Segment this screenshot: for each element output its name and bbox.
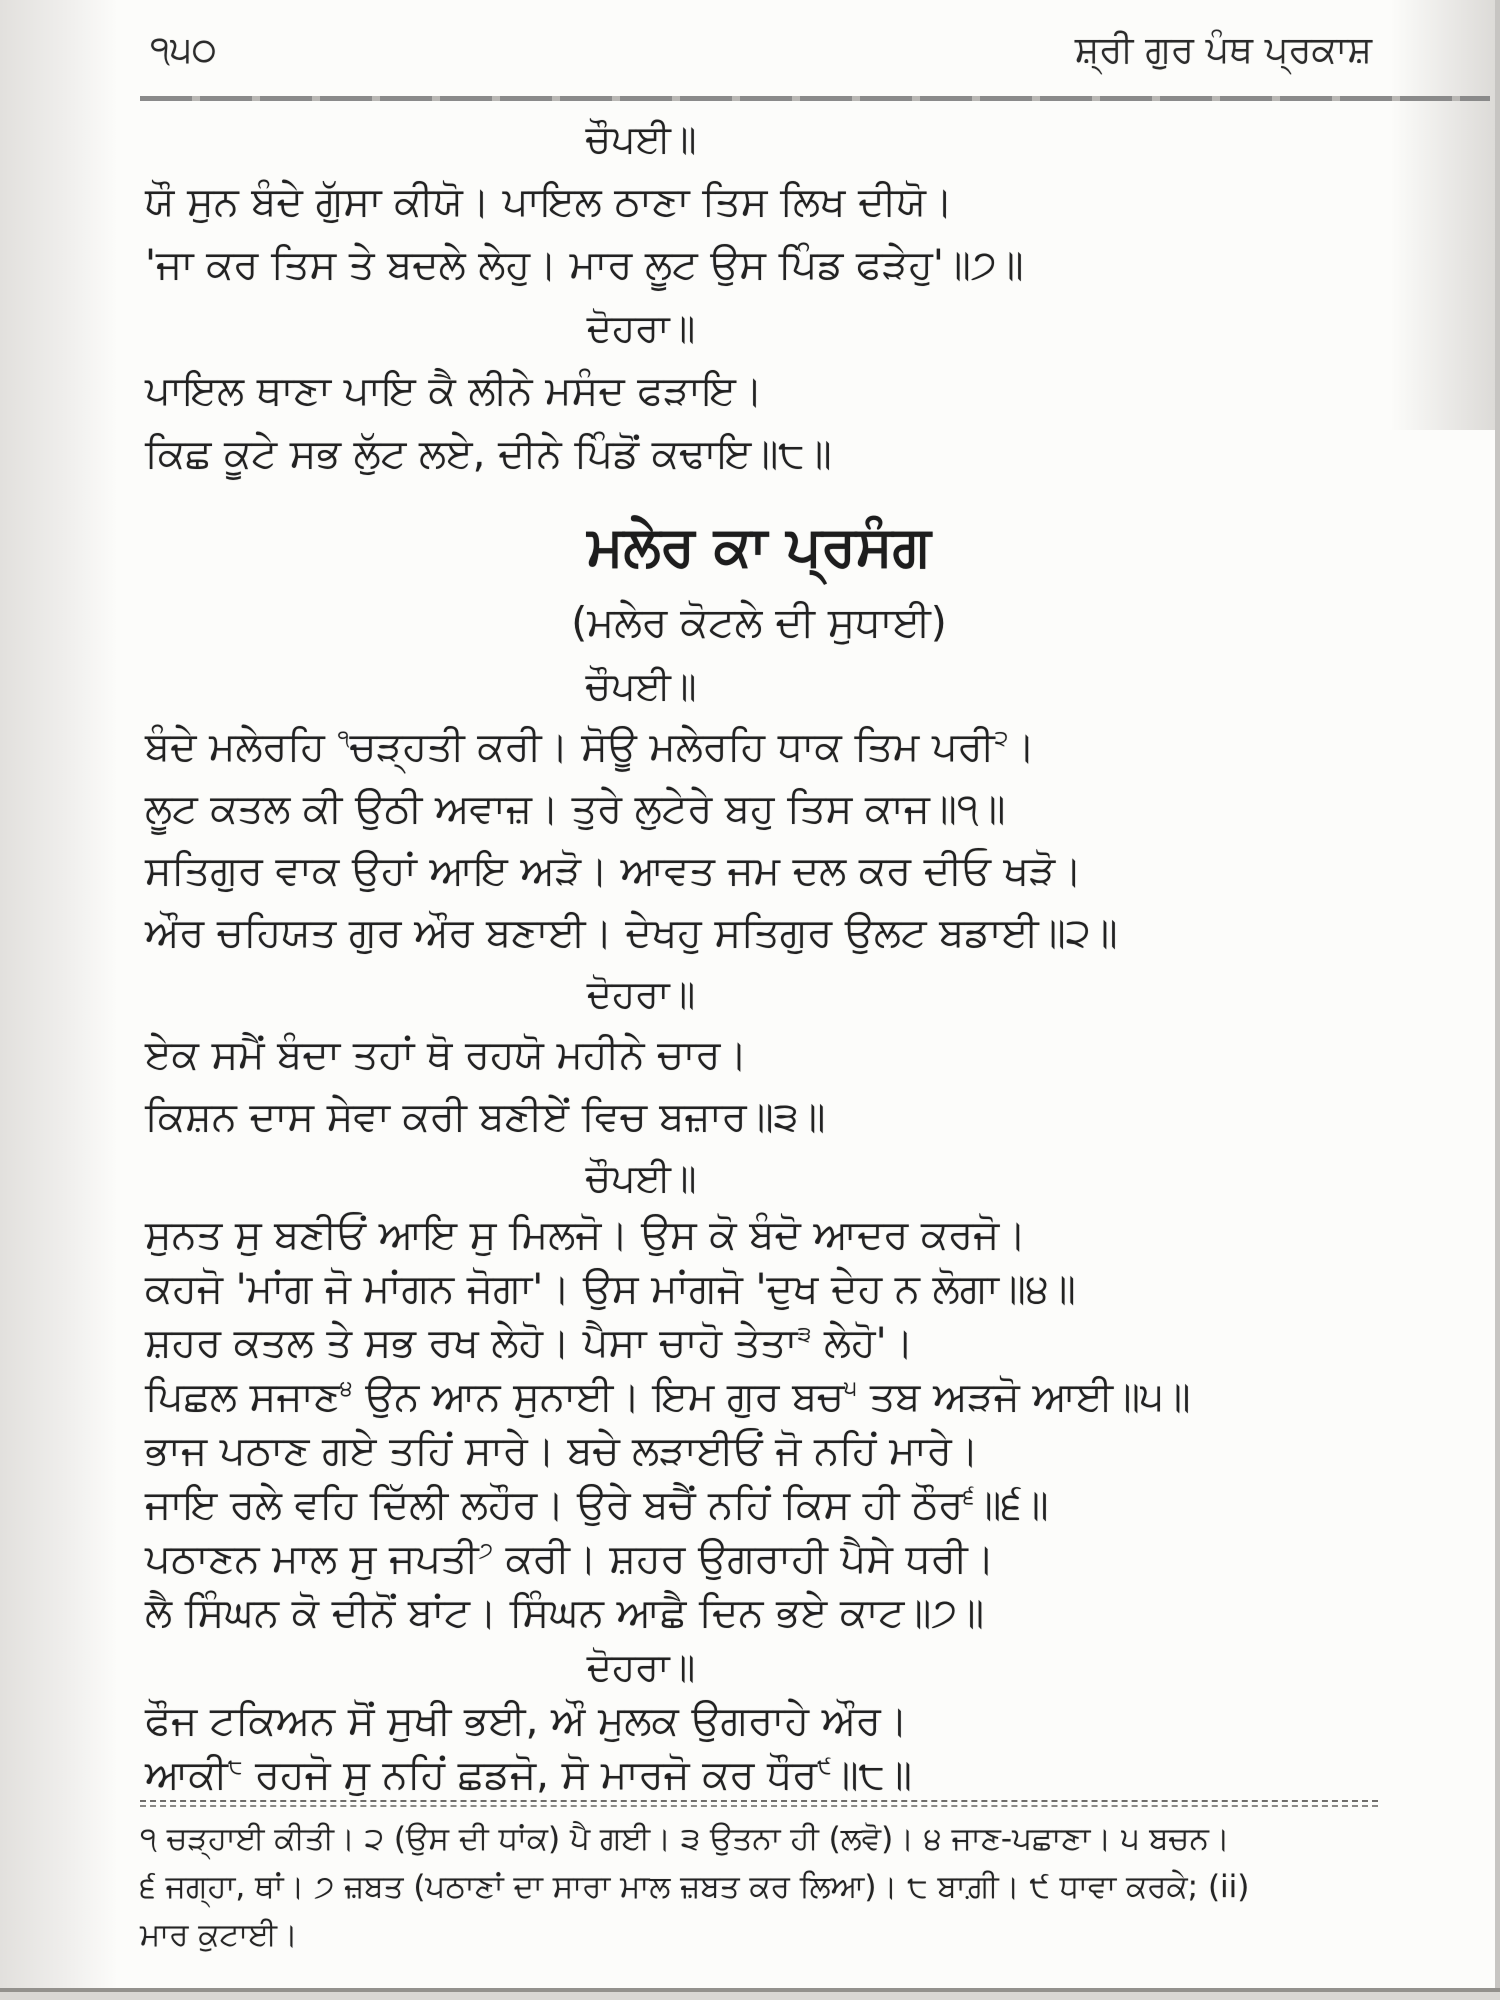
section-title: ਮਲੇਰ ਕਾ ਪ੍ਰਸੰਗ (587, 514, 931, 578)
verse-line: ਕਿਸ਼ਨ ਦਾਸ ਸੇਵਾ ਕਰੀ ਬਣੀਏਂ ਵਿਚ ਬਜ਼ਾਰ॥੩॥ (145, 1094, 826, 1140)
scan-right-border (1495, 0, 1500, 2000)
verse-line: ਲੂਟ ਕਤਲ ਕੀ ਉਠੀ ਅਵਾਜ਼। ਤੁਰੇ ਲੁਟੇਰੇ ਬਹੁ ਤਿਸ ਕਾਜ॥੧॥ (145, 786, 1006, 832)
verse-line: ਏਕ ਸਮੈਂ ਬੰਦਾ ਤਹਾਂ ਥੋ ਰਹਯੋ ਮਹੀਨੇ ਚਾਰ। (145, 1032, 748, 1078)
verse-line: ਸਤਿਗੁਰ ਵਾਕ ਉਹਾਂ ਆਇ ਅੜੋ। ਆਵਤ ਜਮ ਦਲ ਕਰ ਦੀਓ ਖੜੋ। (145, 848, 1083, 894)
section-subtitle: (ਮਲੇਰ ਕੋਟਲੇ ਦੀ ਸੁਧਾਈ) (571, 598, 947, 646)
meter-label: ਦੋਹਰਾ॥ (586, 972, 696, 1016)
verse-line: ਆਕੀ$^੮$ ਰਹਜੋ ਸੁ ਨਹਿਂ ਛਡਜੋ, ਸੋ ਮਾਰਜੋ ਕਰ ਧੌਰ$^੯$॥੮॥ (145, 1752, 912, 1798)
page-body (145, 108, 1373, 1802)
verse-line: ਭਾਜ ਪਠਾਣ ਗਏ ਤਹਿਂ ਸਾਰੇ। ਬਚੇ ਲੜਾਈਓਂ ਜੋ ਨਹਿਂ ਮਾਰੇ। (145, 1428, 979, 1474)
verse-line: ਬੰਦੇ ਮਲੇਰਹਿ $^੧$ਚੜ੍ਹਤੀ ਕਰੀ। ਸੋਊ ਮਲੇਰਹਿ ਧਾਕ ਤਿਮ ਪਰੀ$^੨$। (145, 724, 1036, 770)
footnote-rule (140, 1800, 1378, 1807)
verse-line: ਪਾਇਲ ਥਾਣਾ ਪਾਇ ਕੈ ਲੀਨੇ ਮਸੰਦ ਫੜਾਇ। (145, 368, 763, 414)
verse-line: ਸ਼ਹਰ ਕਤਲ ਤੇ ਸਭ ਰਖ ਲੇਹੋ। ਪੈਸਾ ਚਾਹੋ ਤੇਤਾ$^੩$ ਲੇਹੋ'। (145, 1320, 914, 1366)
verse-line: ਪਠਾਣਨ ਮਾਲ ਸੁ ਜਪਤੀ$^੭$ ਕਰੀ। ਸ਼ਹਰ ਉਗਰਾਹੀ ਪੈਸੇ ਧਰੀ। (145, 1536, 995, 1582)
verse-line: ਜਾਇ ਰਲੇ ਵਹਿ ਦਿੱਲੀ ਲਹੌਰ। ਉਰੇ ਬਚੈਂ ਨਹਿਂ ਕਿਸ ਹੀ ਠੌਰ$^੬$॥੬॥ (145, 1482, 1049, 1528)
verse-line: ਔਰ ਚਹਿਯਤ ਗੁਰ ਔਰ ਬਣਾਈ। ਦੇਖਹੁ ਸਤਿਗੁਰ ਉਲਟ ਬਡਾਈ॥੨॥ (145, 910, 1118, 956)
scan-bottom-edge (0, 1992, 1500, 2000)
footnote-line: ੧ ਚੜ੍ਹਾਈ ਕੀਤੀ। ੨ (ਉਸ ਦੀ ਧਾਂਕ) ਪੈ ਗਈ। ੩ ਉਤਨਾ ਹੀ (ਲਵੋ)। ੪ ਜਾਣ-ਪਛਾਣਾ। ੫ ਬਚਨ। (140, 1821, 1230, 1857)
verse-line: ਕਹਜੋ 'ਮਾਂਗ ਜੋ ਮਾਂਗਨ ਜੋਗਾ'। ਉਸ ਮਾਂਗਜੋ 'ਦੁਖ ਦੇਹ ਨ ਲੋਗਾ॥੪॥ (145, 1266, 1076, 1312)
verse-line: ਯੌ ਸੁਨ ਬੰਦੇ ਗੁੱਸਾ ਕੀਯੋ। ਪਾਇਲ ਠਾਣਾ ਤਿਸ ਲਿਖ ਦੀਯੋ। (145, 179, 953, 225)
meter-label: ਦੋਹਰਾ॥ (586, 306, 696, 350)
book-title: ਸ਼੍ਰੀ ਗੁਰ ਪੰਥ ਪ੍ਰਕਾਸ਼ (1074, 28, 1372, 71)
verse-line: 'ਜਾ ਕਰ ਤਿਸ ਤੇ ਬਦਲੇ ਲੇਹੁ। ਮਾਰ ਲੂਟ ਉਸ ਪਿੰਡ ਫੜੇਹੁ'॥੭॥ (145, 242, 1024, 288)
verse-line: ਪਿਛਲ ਸਜਾਣ$^੪$ ਉਨ ਆਨ ਸੁਨਾਈ। ਇਮ ਗੁਰ ਬਚ$^੫$ ਤਬ ਅੜਜੋ ਆਈ॥੫॥ (145, 1374, 1191, 1420)
meter-label: ਚੌਪਈ॥ (585, 1156, 697, 1200)
verse-line: ਲੈ ਸਿੰਘਨ ਕੋ ਦੀਨੋਂ ਬਾਂਟ। ਸਿੰਘਨ ਆਛੈ ਦਿਨ ਭਏ ਕਾਟ॥੭॥ (145, 1590, 985, 1636)
verse-line: ਸੁਨਤ ਸੁ ਬਣੀਓਂ ਆਇ ਸੁ ਮਿਲਜੋ। ਉਸ ਕੋ ਬੰਦੋ ਆਦਰ ਕਰਜੋ। (145, 1212, 1027, 1258)
footnote-line: ਮਾਰ ਕੁਟਾਈ। (140, 1917, 298, 1953)
scan-right-edge-shadow (1390, 0, 1500, 430)
verse-line: ਕਿਛ ਕੂਟੇ ਸਭ ਲੁੱਟ ਲਏ, ਦੀਨੇ ਪਿੰਡੋਂ ਕਢਾਇ॥੮॥ (145, 431, 832, 477)
header-rule (140, 96, 1490, 101)
meter-label: ਚੌਪਈ॥ (585, 664, 697, 708)
meter-label: ਦੋਹਰਾ॥ (586, 1645, 696, 1689)
page-header (150, 28, 1372, 72)
footnote-line: ੬ ਜਗ੍ਹਾ, ਥਾਂ। ੭ ਜ਼ਬਤ (ਪਠਾਣਾਂ ਦਾ ਸਾਰਾ ਮਾਲ ਜ਼ਬਤ ਕਰ ਲਿਆ)। ੮ ਬਾਗ਼ੀ। ੯ ਧਾਵਾ ਕਰਕੇ; (ii) (140, 1869, 1250, 1905)
page-number: ੧੫੦ (150, 28, 217, 71)
meter-label: ਚੌਪਈ॥ (585, 117, 697, 161)
footnotes-section (140, 1800, 1378, 1959)
verse-line: ਫੌਜ ਟਕਿਅਨ ਸੋਂ ਸੁਖੀ ਭਈ, ਔ ਮੁਲਕ ਉਗਰਾਹੇ ਔਰ। (145, 1698, 908, 1744)
